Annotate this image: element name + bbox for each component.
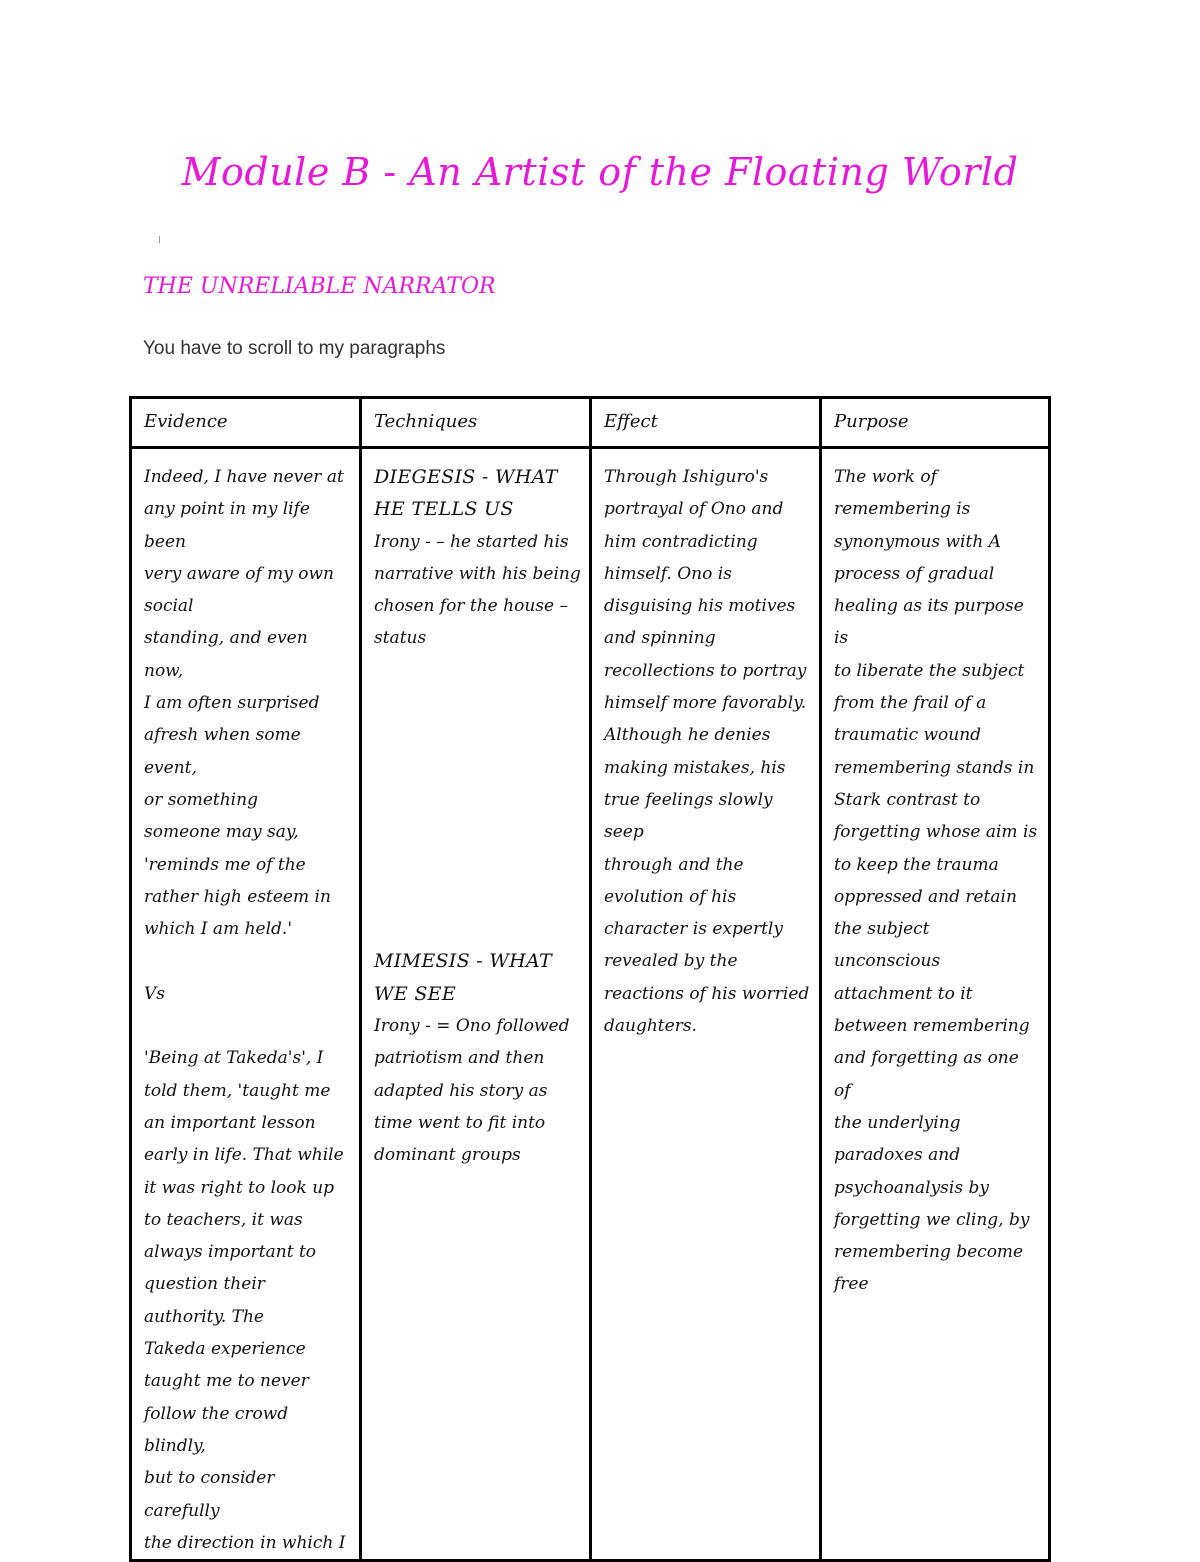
- intro-text: You have to scroll to my paragraphs: [143, 338, 446, 359]
- diegesis-heading: DIEGESIS - WHAT HE TELLS US: [374, 466, 558, 521]
- header-techniques: Techniques: [361, 398, 591, 448]
- effect-cell: [591, 448, 821, 1561]
- table-header-row: [131, 398, 1050, 448]
- header-effect: Effect: [591, 398, 821, 448]
- header-evidence: Evidence: [131, 398, 361, 448]
- purpose-text: The work of remembering is synonymous with A process of gradual healing as its purpose is to liberate the subject from the frail of a traumatic wound remembering stands in Stark contrast to forgetting whose aim is to keep the trauma oppressed and retain the subject unconscious attachment to it between remembering and forgetting as one of the underlying paradoxes and psychoanalysis by forgetting we cling, by remembering become free: [834, 467, 1038, 1295]
- effect-text: Through Ishiguro's portrayal of Ono and him contradicting himself. Ono is disguising his motives and spinning recollections to portray himself more favorably. Although he denies making mistakes, his true feelings slowly seep through and the evolution of his character is expertly revealed by the reactions of his worried daughters.: [604, 467, 810, 1037]
- purpose-cell: [821, 448, 1050, 1561]
- page-title: Module B - An Artist of the Floating World: [181, 150, 1019, 194]
- mimesis-body: Irony - = Ono followed patriotism and then adapted his story as time went to fit into dominant groups: [374, 1016, 570, 1166]
- analysis-table: [129, 396, 1051, 1562]
- evidence-cell: [131, 448, 361, 1561]
- mimesis-heading: MIMESIS - WHAT WE SEE: [374, 950, 552, 1005]
- section-heading: THE UNRELIABLE NARRATOR: [143, 274, 496, 299]
- evidence-versus: Vs: [144, 983, 166, 1004]
- diegesis-body: Irony - – he started his narrative with his being chosen for the house – status: [374, 531, 581, 649]
- tick-mark: [159, 236, 160, 243]
- evidence-quote-1: Indeed, I have never at any point in my life been very aware of my own social standing, and even now, I am often surprised afresh when some event, or something someone may say, 'reminds me of the rather high esteem in which I am held.': [144, 467, 344, 940]
- table-row: [131, 448, 1050, 1561]
- evidence-quote-2: 'Being at Takeda's', I told them, 'taught me an important lesson early in life. That while it was right to look up to teachers, it was always important to question their authority. The Takeda experience taught me to never follow the crowd blindly, but to consider carefully the direction in which I: [144, 1048, 346, 1553]
- header-purpose: Purpose: [821, 398, 1050, 448]
- techniques-cell: [361, 448, 591, 1561]
